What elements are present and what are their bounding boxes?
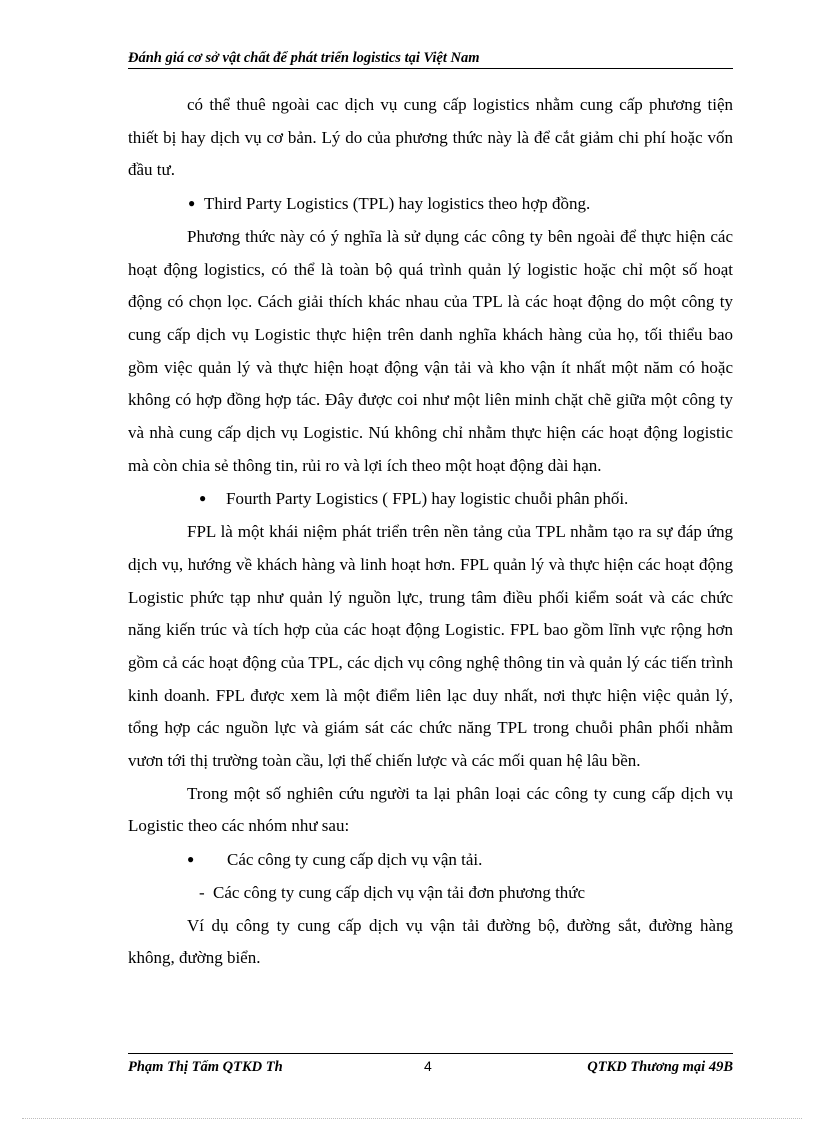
paragraph-outsourcing: có thể thuê ngoài cac dịch vụ cung cấp logistics nhằm cung cấp phương tiện thiết bị hay dịch vụ cơ bản. Lý do của phương thức này là để cắt giảm chi phí hoặc vốn đầu tư. [128, 95, 733, 180]
bullet-item-transport [128, 843, 733, 877]
dash-item-unimodal [128, 877, 733, 910]
footer-author: Phạm Thị Tấm QTKD Th [128, 1059, 283, 1075]
dash-icon: - [199, 882, 205, 902]
bullet-item-text: Fourth Party Logistics ( FPL) hay logistic chuỗi phân phối. [226, 489, 629, 509]
paragraph-fpl: FPL là một khái niệm phát triển trên nền tảng của TPL nhằm tạo ra sự đáp ứng dịch vụ, hướng về khách hàng và linh hoạt hơn. FPL quản lý và thực hiện các hoạt động Logistic phức tạp như quản lý nguồn lực, trung tâm điều phối kiểm soát và các chức năng kiến trúc và tích hợp của các hoạt động Logistic. FPL bao gồm lĩnh vực rộng hơn gồm cả các hoạt động của TPL, các dịch vụ công nghệ thông tin và quản lý các tiến trình kinh doanh. FPL được xem là một điểm liên lạc duy nhất, nơi thực hiện việc quản lý, tổng hợp các nguồn lực và giám sát các chức năng TPL trong chuỗi phân phối nhằm vươn tới thị trường toàn cầu, lợi thế chiến lược và các mối quan hệ lâu bền. [128, 522, 733, 771]
page-footer [128, 1053, 733, 1078]
paragraph-classification: Trong một số nghiên cứu người ta lại phân loại các công ty cung cấp dịch vụ Logistic theo các nhóm như sau: [128, 783, 733, 836]
page-header [128, 48, 733, 69]
footer-class: QTKD Thương mại 49B [587, 1059, 733, 1075]
bullet-item-text: Các công ty cung cấp dịch vụ vận tải. [227, 850, 483, 870]
page-number: 4 [424, 1058, 432, 1074]
bullet-icon: ● [199, 491, 207, 506]
dash-item-text: Các công ty cung cấp dịch vụ vận tải đơn phương thức [213, 882, 586, 902]
bullet-item-tpl [128, 187, 733, 221]
paragraph-tpl: Phương thức này có ý nghĩa là sử dụng các công ty bên ngoài để thực hiện các hoạt động logistics, có thể là toàn bộ quá trình quản lý logistic hoặc chỉ một số hoạt động có chọn lọc. Cách giải thích khác nhau của TPL là các hoạt động do một công ty cung cấp dịch vụ Logistic thực hiện trên danh nghĩa khách hàng của họ, tối thiểu bao gồm việc quản lý và thực hiện hoạt động vận tải và kho vận ít nhất một năm có hoặc không có hợp đồng hợp tác. Đây được coi như một liên minh chặt chẽ giữa một công ty và nhà cung cấp dịch vụ Logistic. Nú không chỉ nhằm thực hiện các hoạt động logistic mà còn chia sẻ thông tin, rủi ro và lợi ích theo một hoạt động dài hạn. [128, 226, 733, 475]
bullet-item-text: Third Party Logistics (TPL) hay logistics theo hợp đồng. [204, 194, 591, 214]
header-title: Đánh giá cơ sở vật chất để phát triển logistics tại Việt Nam [128, 50, 480, 66]
document-body [128, 89, 733, 975]
paragraph-example: Ví dụ công ty cung cấp dịch vụ vận tải đường bộ, đường sắt, đường hàng không, đường biển. [128, 915, 733, 968]
bullet-item-fpl [128, 482, 733, 516]
page-edge-divider [22, 1118, 802, 1119]
bullet-icon: ● [188, 196, 196, 211]
bullet-icon: ● [187, 852, 195, 867]
